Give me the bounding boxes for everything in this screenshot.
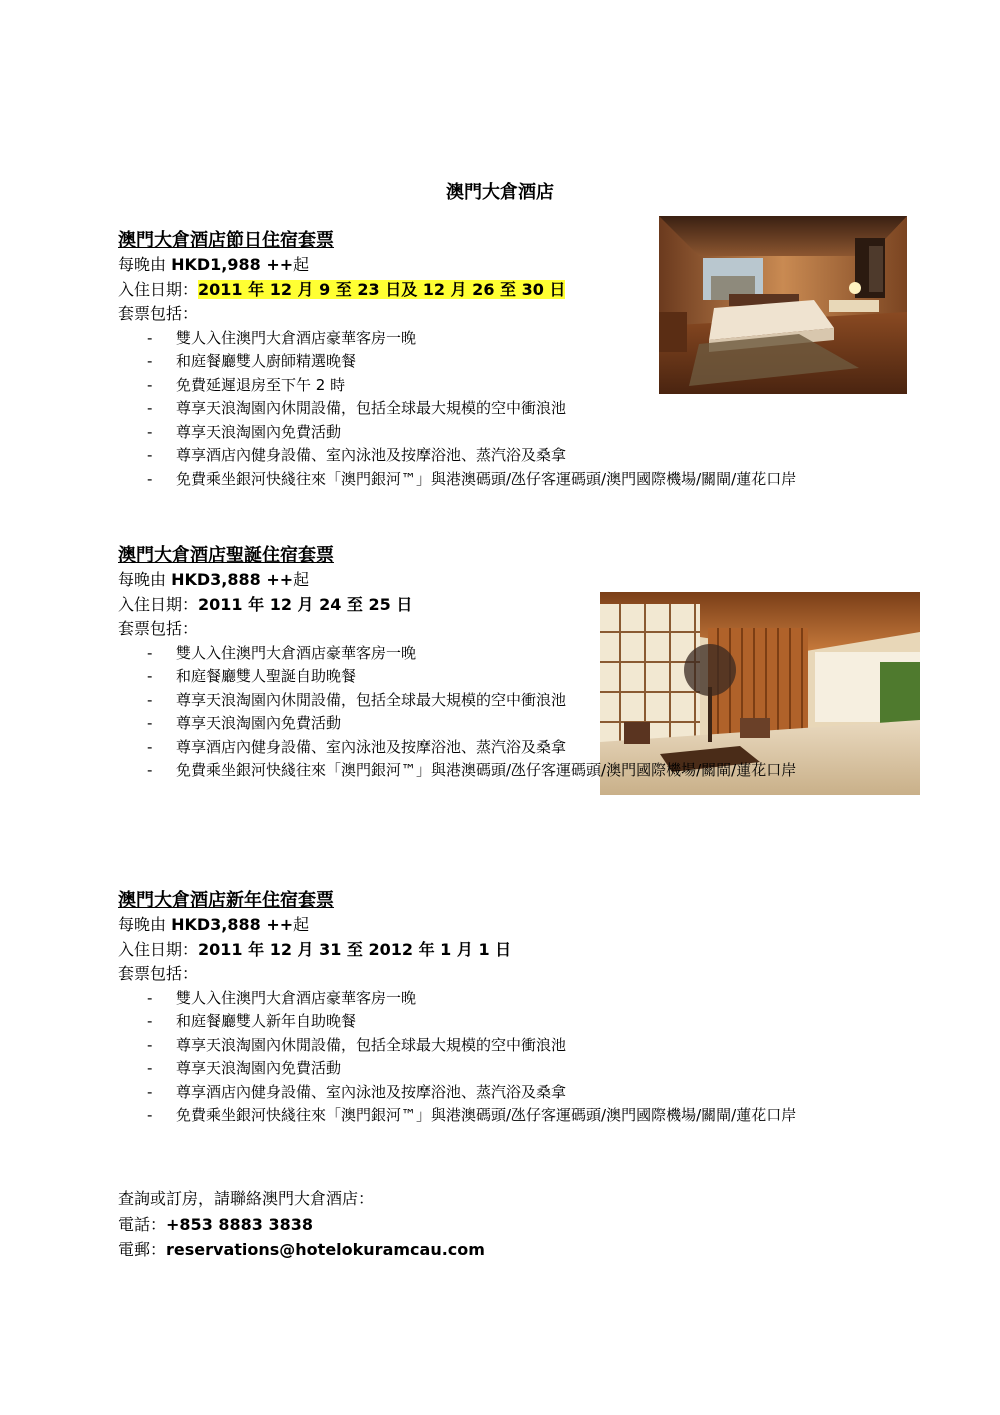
package-new-year: [118, 888, 908, 1128]
list-item: [118, 642, 908, 666]
item-text: 免費乘坐銀河快綫往來「澳門銀河™」與港澳碼頭/氹仔客運碼頭/澳門國際機場/關閘/蓮花口岸: [176, 469, 797, 488]
date-label: 入住日期：: [118, 279, 199, 299]
bullet: -: [147, 422, 153, 441]
includes-label: 套票包括：: [118, 304, 199, 323]
email-line: [118, 1237, 485, 1263]
price-value: HKD3,888 ++: [171, 915, 294, 934]
list-item: [118, 444, 908, 468]
bullet: -: [147, 1035, 153, 1054]
item-text: 和庭餐廳雙人聖誕自助晚餐: [176, 667, 357, 685]
item-text: 和庭餐廳雙人新年自助晚餐: [176, 1012, 357, 1030]
item-text: 尊享天浪淘園內免費活動: [176, 422, 342, 441]
item-text: 免費乘坐銀河快綫往來「澳門銀河™」與港澳碼頭/氹仔客運碼頭/澳門國際機場/關閘/蓮花口岸: [176, 1106, 797, 1124]
list-item: [118, 736, 576, 760]
contact-block: [118, 1186, 485, 1263]
list-item: [118, 421, 908, 445]
bullet: -: [147, 667, 153, 685]
bullet: -: [147, 1059, 153, 1077]
price-value: HKD1,988 ++: [171, 255, 294, 274]
list-item: [118, 397, 908, 421]
item-text: 免費延遲退房至下午 2 時: [176, 375, 346, 394]
includes-label: 套票包括：: [118, 964, 199, 983]
package-items: [118, 642, 908, 783]
document-title: 澳門大倉酒店: [446, 182, 554, 203]
contact-intro: 查詢或訂房，請聯絡澳門大倉酒店：: [118, 1189, 375, 1208]
list-item: [118, 468, 886, 492]
list-item: [118, 987, 908, 1011]
package-heading: 澳門大倉酒店新年住宿套票: [118, 890, 334, 911]
bullet: -: [147, 988, 153, 1007]
item-text: 雙人入住澳門大倉酒店豪華客房一晚: [176, 643, 417, 662]
package-holiday: [118, 228, 908, 491]
date-label: 入住日期：: [118, 939, 199, 959]
list-item: [118, 374, 908, 398]
list-item: [118, 712, 908, 736]
item-text: 尊享酒店內健身設備、室內泳池及按摩浴池、蒸汽浴及桑拿: [176, 737, 567, 756]
package-items: [118, 327, 908, 492]
item-text: 尊享酒店內健身設備、室內泳池及按摩浴池、蒸汽浴及桑拿: [176, 446, 567, 464]
price-line: [118, 913, 908, 938]
bullet: -: [147, 469, 153, 488]
package-items: [118, 987, 908, 1128]
list-item: [118, 327, 908, 351]
price-prefix: 每晚由: [118, 255, 172, 274]
list-item: [118, 1057, 908, 1081]
item-text: 免費乘坐銀河快綫往來「澳門銀河™」與港澳碼頭/氹仔客運碼頭/澳門國際機場/關閘/蓮花口岸: [176, 761, 797, 779]
bullet: -: [147, 399, 153, 417]
item-text: 尊享天浪淘園內休閒設備，包括全球最大規模的空中衝浪池: [176, 399, 567, 417]
item-text: 雙人入住澳門大倉酒店豪華客房一晚: [176, 988, 417, 1007]
item-text: 尊享天浪淘園內休閒設備，包括全球最大規模的空中衝浪池: [176, 1035, 567, 1054]
list-item: [118, 350, 908, 374]
bullet: -: [147, 714, 153, 732]
bullet: -: [147, 761, 153, 779]
date-line: [118, 278, 908, 303]
price-suffix: 起: [293, 255, 310, 274]
item-text: 雙人入住澳門大倉酒店豪華客房一晚: [176, 328, 417, 347]
highlighted-dates: 2011 年 12 月 9 至 23 日及 12 月 26 至 30 日: [198, 279, 566, 299]
item-text: 和庭餐廳雙人廚師精選晚餐: [176, 352, 357, 370]
phone-number: +853 8883 3838: [166, 1214, 314, 1234]
list-item: [118, 1034, 908, 1058]
bullet: -: [147, 352, 153, 370]
package-heading: 澳門大倉酒店聖誕住宿套票: [118, 545, 334, 566]
email-label: 電郵：: [118, 1240, 167, 1259]
list-item: [118, 1081, 908, 1105]
list-item: [118, 1010, 908, 1034]
item-text: 尊享天浪淘園內免費活動: [176, 1059, 342, 1077]
date-line: [118, 593, 908, 618]
price-suffix: 起: [293, 570, 310, 589]
bullet: -: [147, 1082, 153, 1101]
bullet: -: [147, 328, 153, 347]
bullet: -: [147, 1012, 153, 1030]
date-line: [118, 938, 908, 963]
list-item: [118, 689, 576, 713]
item-text: 尊享酒店內健身設備、室內泳池及按摩浴池、蒸汽浴及桑拿: [176, 1082, 567, 1101]
price-line: [118, 568, 908, 593]
phone-label: 電話：: [118, 1214, 167, 1234]
email-address: reservations@hotelokuramcau.com: [166, 1240, 485, 1259]
price-prefix: 每晚由: [118, 570, 172, 589]
date-label: 入住日期：: [118, 594, 199, 614]
dates: 2011 年 12 月 24 至 25 日: [198, 594, 413, 614]
item-text: 尊享天浪淘園內免費活動: [176, 714, 342, 732]
phone-line: [118, 1212, 485, 1238]
package-heading: 澳門大倉酒店節日住宿套票: [118, 230, 334, 251]
dates: 2011 年 12 月 31 至 2012 年 1 月 1 日: [198, 939, 512, 959]
price-line: [118, 253, 908, 278]
bullet: -: [147, 643, 153, 662]
price-value: HKD3,888 ++: [171, 570, 294, 589]
bullet: -: [147, 446, 153, 464]
includes-label: 套票包括：: [118, 619, 199, 638]
bullet: -: [147, 1106, 153, 1124]
item-text: 尊享天浪淘園內休閒設備，包括全球最大規模的空中衝浪池: [176, 690, 567, 709]
list-item: [118, 665, 908, 689]
bullet: -: [147, 375, 153, 394]
price-suffix: 起: [293, 915, 310, 934]
package-christmas: [118, 543, 908, 783]
list-item: [118, 759, 886, 783]
list-item: [118, 1104, 886, 1128]
bullet: -: [147, 690, 153, 709]
price-prefix: 每晚由: [118, 915, 172, 934]
bullet: -: [147, 737, 153, 756]
